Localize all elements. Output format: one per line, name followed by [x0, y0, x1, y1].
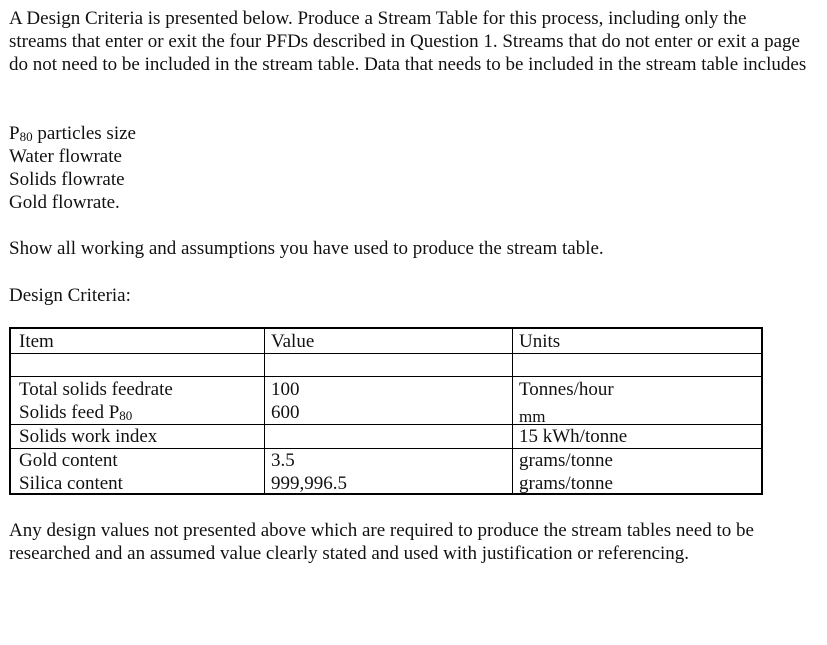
row-value: 3.5 [271, 450, 295, 471]
required-data-list [9, 122, 136, 214]
row-item: Total solids feedrate [19, 379, 173, 400]
design-values-note: Any design values not presented above which are required to produce the stream tables need to be researched and an assumed value clearly stated and used with justification or referencing. [9, 520, 754, 564]
row-item: Gold content [19, 450, 118, 471]
row-units: grams/tonne [519, 450, 613, 471]
table-rule [11, 448, 761, 449]
row-units: grams/tonne [519, 473, 613, 494]
show-working-instruction: Show all working and assumptions you have used to produce the stream table. [9, 238, 604, 259]
list-item: Water flowrate [9, 146, 122, 167]
row-units: Tonnes/hour [519, 379, 614, 400]
row-value: 600 [271, 402, 300, 423]
list-item: $P_{80}$ particles size [9, 123, 136, 144]
table-rule [512, 329, 513, 493]
header-units: Units [519, 331, 561, 352]
table-rule [264, 329, 265, 493]
header-item: Item [19, 331, 54, 352]
row-units: mm [519, 407, 546, 426]
table-rule [11, 353, 761, 354]
list-item: Gold flowrate. [9, 192, 120, 213]
row-item: Silica content [19, 473, 123, 494]
header-value: Value [271, 331, 315, 352]
row-item: Solids feed $P_{80}$ [19, 402, 133, 423]
design-criteria-table [9, 327, 763, 495]
intro-paragraph: A Design Criteria is presented below. Produce a Stream Table for this process, including only the streams that enter or exit the four PFDs described in Question 1. Streams that do not enter or exit a page do not need to be included in the stream table. Data that needs to be included in the stream table includes [9, 8, 807, 75]
list-item: Solids flowrate [9, 169, 125, 190]
row-units: 15 kWh/tonne [519, 426, 628, 447]
table-rule [11, 376, 761, 377]
row-item: Solids work index [19, 426, 158, 447]
row-value: 100 [271, 379, 300, 400]
row-value: 999,996.5 [271, 473, 347, 494]
design-criteria-heading: Design Criteria: [9, 285, 131, 306]
